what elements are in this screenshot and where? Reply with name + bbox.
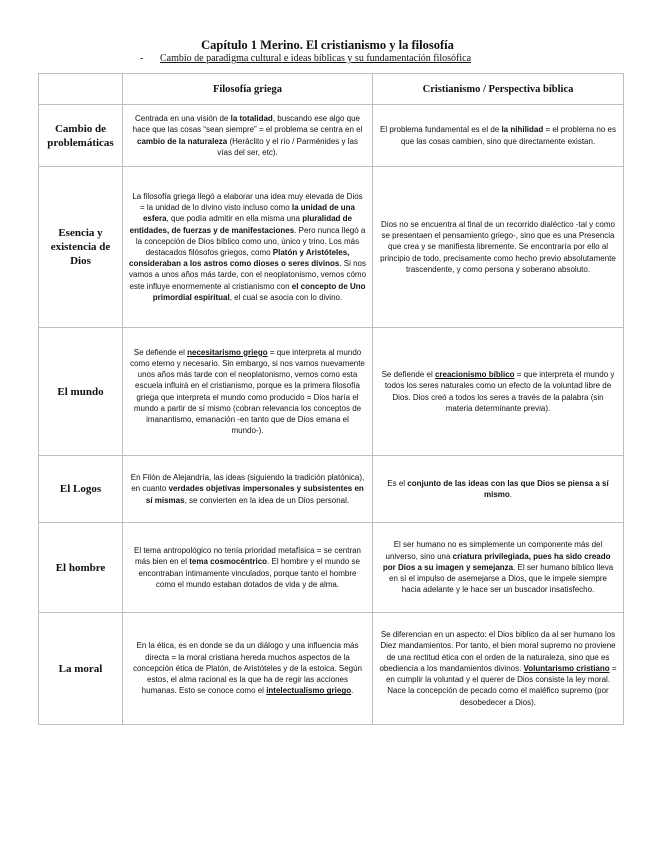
text-run: Es el: [387, 478, 408, 488]
text-run: , buscando ese algo que hace que las cosas “sean siempre” = el problema se centra en el: [132, 114, 363, 135]
bold-term: criatura privilegiada, pues ha sido creado por Dios a su imagen y semejanza: [382, 551, 611, 572]
bold-term: cambio de la naturaleza: [137, 136, 228, 146]
text-run: Centrada en una visión de: [134, 114, 231, 124]
text-run: . Pero nunca llegó a la concepción de Dios bíblico como uno, único y trino. Los más destacados filósofos griegos, como: [135, 225, 366, 257]
table-row: [39, 167, 624, 328]
bold-term: pluralidad de entidades, de fuerzas y de manifestaciones: [129, 214, 352, 235]
christian-cell: [373, 328, 624, 456]
table-row: [39, 456, 624, 523]
text-run: , que podía admitir en ella misma una: [166, 214, 303, 224]
header-empty: [39, 74, 123, 105]
text-run: Dios no se encuentra al final de un recorrido dialéctico -tal y como se presentaen el pensamiento griego-, sino que es una Presencia que crea y se manifiesta libremente. Se encontraría por ello al principio de todo, precisamente como hecho previo absolutamente trascendente, y como persona y soberano absoluto.: [380, 219, 616, 274]
text-run: . El hombre y el mundo se encontraban íntimamente vinculados, porque tanto el hombre como el mundo estaban dotados de vida y de alma.: [138, 557, 360, 589]
table-row: [39, 105, 624, 167]
bold-term: conjunto de las ideas con las que Dios se piensa a sí mismo: [407, 478, 609, 499]
christian-cell: [373, 456, 624, 523]
row-label: La moral: [39, 613, 123, 725]
greek-cell: [123, 167, 373, 328]
bold-term: tema cosmocéntrico: [189, 557, 268, 567]
christian-cell: [373, 613, 624, 725]
greek-cell: [123, 456, 373, 523]
subtitle-text: Cambio de paradigma cultural e ideas bíblicas y su fundamentación filosófica: [160, 53, 472, 64]
row-label: El hombre: [39, 523, 123, 613]
comparison-table: [38, 73, 624, 725]
text-run: . Si nos vamos a unos años más tarde, con el neoplatonismo, vemos cómo este influye enormemente al cristianismo con: [129, 259, 367, 291]
header-greek-philosophy: Filosofía griega: [123, 74, 373, 105]
bold-term: la unidad de una esfera: [142, 203, 355, 224]
underlined-term: Voluntarismo cristiano: [523, 663, 610, 673]
bold-term: verdades objetivas impersonales y subsistentes en sí mismas: [145, 484, 364, 505]
text-run: , se convierten en la idea de un Dios personal.: [184, 495, 350, 505]
table-row: [39, 523, 624, 613]
document-subtitle: [140, 53, 471, 64]
text-run: = que interpreta al mundo como eterno y necesario. Sin embargo, si nos vamos nuevamente unos años más tarde con el neoplatonismo, vemos como esta escuela influirá en el cristianismo, porque es la primera filosofía griega que interpreta el mundo como producido = Dios haría el mundo a partir de sí mismo (cobran relevancia los conceptos de imanantismo, emanación -en tanto que de Dios emana el mundo-).: [130, 347, 365, 436]
underlined-term: intelectualismo griego: [266, 686, 352, 696]
row-label: Esencia y existencia de Dios: [39, 167, 123, 328]
text-run: Se defiende el: [381, 370, 435, 380]
text-run: = en cumplir la voluntad y el querer de Dios consiste la ley moral. Nace la concepción de pecado como el maléfico supremo (por desobedecer a Dios).: [385, 663, 617, 707]
greek-cell: [123, 328, 373, 456]
christian-cell: [373, 105, 624, 167]
subtitle-bullet: -: [140, 53, 144, 64]
text-run: En Filón de Alejandría, las ideas (siguiendo la tradición platónica), en cuanto: [130, 473, 365, 494]
text-run: La filosofía griega llegó a elaborar una idea muy elevada de Dios = la unidad de lo divino visto incluso como: [132, 191, 363, 213]
text-run: .: [509, 490, 513, 499]
text-run: = que interpreta el mundo y todos los seres naturales como un efecto de la voluntad libre de Dios. Dios creó a todos los seres a través de la palabra (sin materia determinante previa).: [384, 370, 615, 413]
document-title: Capítulo 1 Merino. El cristianismo y la filosofía: [201, 38, 454, 52]
text-run: El ser humano no es simplemente un componente más del universo, sino una: [385, 540, 603, 561]
text-run: Se diferencian en un aspecto: el Dios bíblico da al ser humano los Diez mandamientos. Por tanto, el bien moral supremo no proviene de una rectitud ética con el orden de la naturaleza, sino que es obediencia a los mandamientos divinos.: [379, 630, 616, 673]
greek-cell: [123, 523, 373, 613]
greek-cell: [123, 613, 373, 725]
text-run: (Heráclito y el río / Parménides y las vías del ser, etc).: [217, 136, 358, 157]
text-run: El problema fundamental es el de: [380, 125, 502, 135]
text-run: El tema antropológico no tenía prioridad metafísica = se centran más bien en el: [133, 546, 362, 567]
table-row: [39, 328, 624, 456]
bold-term: Platón y Aristóteles, consideraban a los astros como dioses o seres divinos: [129, 248, 350, 269]
table-row: [39, 613, 624, 725]
text-run: . El ser humano bíblico lleva en sí el impulso de asemejarse a Dios, que le impele siempre hacia adelante y le hace ser un buscador insatisfecho.: [389, 562, 614, 595]
underlined-term: necesitarismo griego: [187, 347, 268, 357]
row-label: El mundo: [39, 328, 123, 456]
row-label: El Logos: [39, 456, 123, 523]
bold-term: la nihilidad: [501, 125, 544, 135]
bold-term: el concepto de Uno primordial espiritual: [152, 281, 366, 302]
christian-cell: [373, 167, 624, 328]
bold-term: la totalidad: [230, 114, 273, 124]
text-run: = el problema no es que las cosas cambien, sino que directamente existan.: [400, 125, 616, 146]
header-row: [39, 74, 624, 105]
underlined-term: creacionismo bíblico: [434, 370, 515, 380]
text-run: En la ética, es en donde se da un diálogo y una influencia más directa = la moral cristiana hereda muchos aspectos de la concepción ética de Platón, de Aristóteles y de la estoica. Según estos, el alma racional es la que ha de regir las acciones humanas. Esto se conoce como el: [132, 641, 363, 696]
text-run: , el cual se asocia con lo divino.: [229, 292, 343, 302]
text-run: .: [351, 686, 354, 696]
christian-cell: [373, 523, 624, 613]
row-label: Cambio de problemáticas: [39, 105, 123, 167]
header-christian-perspective: Cristianismo / Perspectiva bíblica: [373, 74, 624, 105]
greek-cell: [123, 105, 373, 167]
text-run: Se defiende el: [133, 347, 188, 357]
